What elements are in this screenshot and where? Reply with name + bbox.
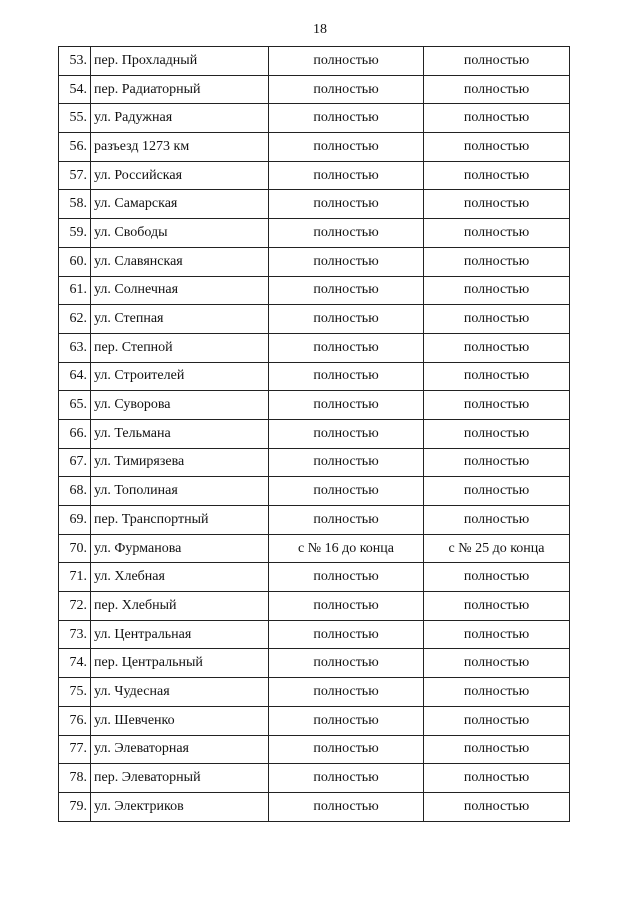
street-name-cell: ул. Чудесная — [91, 678, 269, 707]
odd-side-cell: полностью — [424, 735, 570, 764]
odd-side-cell: полностью — [424, 104, 570, 133]
street-name-cell: пер. Транспортный — [91, 506, 269, 535]
row-number-cell: 73. — [59, 620, 91, 649]
row-number-cell: 72. — [59, 592, 91, 621]
street-name-cell: ул. Солнечная — [91, 276, 269, 305]
odd-side-cell: полностью — [424, 305, 570, 334]
street-name-cell: ул. Тополиная — [91, 477, 269, 506]
row-number-cell: 71. — [59, 563, 91, 592]
street-name-cell: ул. Самарская — [91, 190, 269, 219]
even-side-cell: полностью — [269, 362, 424, 391]
table-row — [59, 735, 570, 764]
even-side-cell: полностью — [269, 477, 424, 506]
odd-side-cell: с № 25 до конца — [424, 534, 570, 563]
even-side-cell: полностью — [269, 161, 424, 190]
odd-side-cell: полностью — [424, 649, 570, 678]
streets-table — [58, 46, 570, 822]
row-number-cell: 60. — [59, 247, 91, 276]
row-number-cell: 62. — [59, 305, 91, 334]
table-row — [59, 391, 570, 420]
table-row — [59, 534, 570, 563]
row-number-cell: 74. — [59, 649, 91, 678]
even-side-cell: полностью — [269, 75, 424, 104]
table-row — [59, 161, 570, 190]
row-number-cell: 70. — [59, 534, 91, 563]
even-side-cell: полностью — [269, 764, 424, 793]
table-row — [59, 219, 570, 248]
streets-table-body — [59, 47, 570, 822]
row-number-cell: 59. — [59, 219, 91, 248]
odd-side-cell: полностью — [424, 419, 570, 448]
street-name-cell: ул. Славянская — [91, 247, 269, 276]
table-row — [59, 563, 570, 592]
street-name-cell: ул. Степная — [91, 305, 269, 334]
even-side-cell: полностью — [269, 305, 424, 334]
table-row — [59, 75, 570, 104]
even-side-cell: полностью — [269, 276, 424, 305]
street-name-cell: пер. Элеваторный — [91, 764, 269, 793]
odd-side-cell: полностью — [424, 620, 570, 649]
table-row — [59, 477, 570, 506]
even-side-cell: полностью — [269, 678, 424, 707]
even-side-cell: полностью — [269, 104, 424, 133]
street-name-cell: пер. Радиаторный — [91, 75, 269, 104]
odd-side-cell: полностью — [424, 563, 570, 592]
row-number-cell: 69. — [59, 506, 91, 535]
even-side-cell: полностью — [269, 219, 424, 248]
table-row — [59, 333, 570, 362]
even-side-cell: с № 16 до конца — [269, 534, 424, 563]
table-row — [59, 764, 570, 793]
odd-side-cell: полностью — [424, 276, 570, 305]
table-row — [59, 190, 570, 219]
even-side-cell: полностью — [269, 190, 424, 219]
row-number-cell: 79. — [59, 792, 91, 821]
odd-side-cell: полностью — [424, 219, 570, 248]
odd-side-cell: полностью — [424, 75, 570, 104]
row-number-cell: 55. — [59, 104, 91, 133]
street-name-cell: пер. Степной — [91, 333, 269, 362]
street-name-cell: ул. Строителей — [91, 362, 269, 391]
odd-side-cell: полностью — [424, 47, 570, 76]
row-number-cell: 65. — [59, 391, 91, 420]
even-side-cell: полностью — [269, 792, 424, 821]
even-side-cell: полностью — [269, 506, 424, 535]
row-number-cell: 75. — [59, 678, 91, 707]
even-side-cell: полностью — [269, 133, 424, 162]
even-side-cell: полностью — [269, 247, 424, 276]
even-side-cell: полностью — [269, 391, 424, 420]
even-side-cell: полностью — [269, 419, 424, 448]
row-number-cell: 67. — [59, 448, 91, 477]
odd-side-cell: полностью — [424, 391, 570, 420]
even-side-cell: полностью — [269, 620, 424, 649]
table-row — [59, 678, 570, 707]
street-name-cell: ул. Тельмана — [91, 419, 269, 448]
street-name-cell: ул. Суворова — [91, 391, 269, 420]
odd-side-cell: полностью — [424, 706, 570, 735]
table-row — [59, 133, 570, 162]
odd-side-cell: полностью — [424, 764, 570, 793]
row-number-cell: 56. — [59, 133, 91, 162]
odd-side-cell: полностью — [424, 190, 570, 219]
table-row — [59, 706, 570, 735]
row-number-cell: 77. — [59, 735, 91, 764]
row-number-cell: 64. — [59, 362, 91, 391]
table-row — [59, 448, 570, 477]
table-row — [59, 247, 570, 276]
page-number: 18 — [313, 22, 327, 37]
street-name-cell: пер. Центральный — [91, 649, 269, 678]
row-number-cell: 78. — [59, 764, 91, 793]
table-row — [59, 592, 570, 621]
table-row — [59, 362, 570, 391]
table-row — [59, 506, 570, 535]
row-number-cell: 58. — [59, 190, 91, 219]
row-number-cell: 68. — [59, 477, 91, 506]
table-row — [59, 47, 570, 76]
table-row — [59, 276, 570, 305]
table-row — [59, 419, 570, 448]
odd-side-cell: полностью — [424, 678, 570, 707]
row-number-cell: 57. — [59, 161, 91, 190]
row-number-cell: 66. — [59, 419, 91, 448]
even-side-cell: полностью — [269, 333, 424, 362]
street-name-cell: ул. Свободы — [91, 219, 269, 248]
even-side-cell: полностью — [269, 448, 424, 477]
street-name-cell: разъезд 1273 км — [91, 133, 269, 162]
street-name-cell: ул. Хлебная — [91, 563, 269, 592]
odd-side-cell: полностью — [424, 477, 570, 506]
street-name-cell: пер. Хлебный — [91, 592, 269, 621]
odd-side-cell: полностью — [424, 792, 570, 821]
street-name-cell: ул. Элеваторная — [91, 735, 269, 764]
row-number-cell: 53. — [59, 47, 91, 76]
odd-side-cell: полностью — [424, 506, 570, 535]
odd-side-cell: полностью — [424, 448, 570, 477]
row-number-cell: 63. — [59, 333, 91, 362]
street-name-cell: ул. Тимирязева — [91, 448, 269, 477]
even-side-cell: полностью — [269, 706, 424, 735]
row-number-cell: 54. — [59, 75, 91, 104]
even-side-cell: полностью — [269, 47, 424, 76]
row-number-cell: 76. — [59, 706, 91, 735]
street-name-cell: пер. Прохладный — [91, 47, 269, 76]
street-name-cell: ул. Центральная — [91, 620, 269, 649]
odd-side-cell: полностью — [424, 161, 570, 190]
table-row — [59, 649, 570, 678]
odd-side-cell: полностью — [424, 592, 570, 621]
street-name-cell: ул. Электриков — [91, 792, 269, 821]
even-side-cell: полностью — [269, 649, 424, 678]
table-row — [59, 305, 570, 334]
even-side-cell: полностью — [269, 563, 424, 592]
street-name-cell: ул. Шевченко — [91, 706, 269, 735]
odd-side-cell: полностью — [424, 133, 570, 162]
table-row — [59, 792, 570, 821]
even-side-cell: полностью — [269, 592, 424, 621]
table-row — [59, 620, 570, 649]
even-side-cell: полностью — [269, 735, 424, 764]
row-number-cell: 61. — [59, 276, 91, 305]
odd-side-cell: полностью — [424, 247, 570, 276]
table-row — [59, 104, 570, 133]
odd-side-cell: полностью — [424, 333, 570, 362]
street-name-cell: ул. Фурманова — [91, 534, 269, 563]
street-name-cell: ул. Российская — [91, 161, 269, 190]
street-name-cell: ул. Радужная — [91, 104, 269, 133]
odd-side-cell: полностью — [424, 362, 570, 391]
